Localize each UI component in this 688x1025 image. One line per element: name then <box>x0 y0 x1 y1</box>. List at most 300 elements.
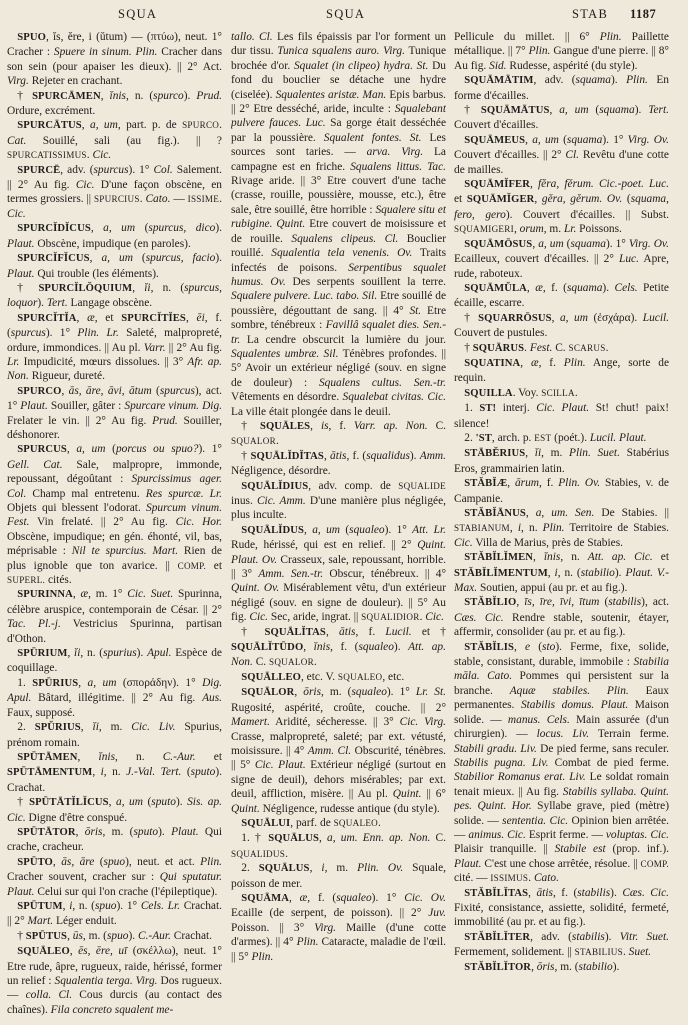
dictionary-entry <box>454 595 669 639</box>
definition-text: Tunique brochée d'or. <box>231 45 446 72</box>
latin-citation: æ <box>80 588 89 601</box>
latin-citation: Plaut. <box>171 825 199 838</box>
definition-text: interj. <box>496 402 537 415</box>
definition-text: , f. <box>328 419 354 432</box>
definition-text: Sec, aride, ingrat. || <box>268 611 362 624</box>
dictionary-entry <box>231 891 446 964</box>
latin-citation: Fila concreto squalent me- <box>50 1003 174 1016</box>
cross-reference: SCILLA <box>541 387 575 398</box>
definition-text: Crasseux, sale, repoussant, horrible. || 3° <box>231 553 446 581</box>
definition-text: , <box>303 641 314 654</box>
definition-text: , <box>90 222 104 235</box>
latin-citation: ĭnis <box>109 89 126 102</box>
definition-text: , <box>69 945 79 958</box>
latin-citation: fĕra, fĕrum. Cic.-poet. Luc. <box>537 178 669 191</box>
cross-reference: SQUAMIGERI <box>454 224 514 235</box>
dictionary-entry <box>7 899 222 929</box>
definition-text: Ecailleux, couvert d'écailles. || 2° <box>454 253 619 266</box>
headword: SPURCĬTĬA <box>17 312 77 324</box>
latin-citation: ātis <box>536 886 553 899</box>
latin-citation: ĭi <box>92 721 99 734</box>
definition-text: , <box>67 647 75 660</box>
cross-reference: ISSIMUS <box>490 873 529 884</box>
definition-text: ( <box>588 104 600 117</box>
definition-text: C. <box>427 419 446 432</box>
definition-text: Maille (d'une cotte d'armes). || 4° <box>231 921 446 949</box>
definition-text: ). 1° <box>602 133 628 146</box>
latin-citation: Lucil. <box>385 625 412 638</box>
latin-citation: ĭnis <box>543 551 561 564</box>
definition-text: , m. ( <box>102 825 134 838</box>
latin-citation: Att. Lr. <box>412 523 446 536</box>
dictionary-entry <box>231 449 446 479</box>
definition-text: , f. <box>538 356 564 369</box>
latin-citation: locus. Liv. <box>536 728 590 741</box>
definition-text: ( <box>94 855 104 868</box>
latin-citation: spuo <box>94 899 117 912</box>
dictionary-entry <box>7 89 222 119</box>
latin-citation: ōris <box>536 960 555 973</box>
latin-citation: stabilis <box>577 886 611 899</box>
dictionary-entry <box>454 446 669 476</box>
definition-text: , f. ( <box>346 449 367 462</box>
latin-citation: Nil te spurcius. Mart. <box>71 545 179 558</box>
dictionary-entry <box>7 825 222 855</box>
headword: SPURCO <box>17 385 62 397</box>
latin-citation: Cic. <box>249 611 269 624</box>
headword: SQUĀMĀTIM <box>464 75 534 87</box>
definition-text: , n. ( <box>150 281 185 294</box>
dictionary-entry <box>454 341 669 356</box>
dictionary-entry <box>454 311 669 341</box>
dictionary-entry <box>231 479 446 523</box>
latin-citation: Plaut. V.-Max. <box>454 566 669 595</box>
latin-citation: Amm. Cl. <box>307 744 352 757</box>
column-1 <box>7 30 222 1020</box>
cross-reference: SPURCO <box>182 120 220 131</box>
latin-citation: īs, īre, īvi, ītum <box>524 596 600 609</box>
definition-text: ). 1° <box>605 237 629 250</box>
latin-citation: Virg. Ov. <box>627 133 669 146</box>
definition-text: Syllabe grave, pied (mètre) solide. — <box>454 800 669 827</box>
definition-text: , f. ( <box>330 641 359 654</box>
headword: STĀBĔRIUS <box>464 448 526 460</box>
latin-citation: C.-Aur. <box>137 929 171 942</box>
definition-text: ( <box>558 133 567 146</box>
latin-citation: Cic. Hor. <box>175 516 222 529</box>
definition-text: ), act. 1° <box>7 384 222 413</box>
definition-text: . <box>313 656 317 669</box>
definition-text: ). Ferme, fixe, solide, stable, consistant, durable, immobile : <box>454 640 669 669</box>
definition-text: Faux, supposé. <box>7 706 76 719</box>
dictionary-entry <box>7 855 222 899</box>
cross-reference: SQUALIDIOR <box>361 612 420 623</box>
definition-text: ( <box>622 193 631 206</box>
latin-citation: sputo <box>190 766 216 779</box>
definition-text: ( <box>135 222 149 235</box>
headword: STĂBĬLĬTOR <box>464 961 532 973</box>
latin-citation: a, um <box>116 796 143 809</box>
definition-text: , <box>310 419 321 432</box>
headword: SPURCĬFĬCUS <box>17 253 90 265</box>
latin-citation: Cic. <box>92 149 112 162</box>
latin-citation: sputo <box>151 796 176 809</box>
latin-citation: Cic. Virg. <box>399 716 446 729</box>
headword: SPURCĒ <box>17 164 61 176</box>
latin-citation: spurcus <box>93 163 129 176</box>
latin-citation: squaleo <box>336 891 372 904</box>
definition-text: , <box>513 640 525 653</box>
headword: STĂBĬLIS <box>464 641 514 653</box>
definition-text: Les fils épaissis par l'or forment un dur tissu. <box>231 31 446 58</box>
definition-text: † <box>241 419 260 432</box>
latin-citation: ĭi <box>144 281 151 294</box>
definition-text: ( <box>142 796 152 809</box>
definition-text: , n. ( <box>126 89 154 102</box>
definition-text: . <box>219 119 222 132</box>
definition-text: , f. ( <box>307 891 337 904</box>
headword: SPURINNA <box>17 589 73 601</box>
headword: STĂBĬÆ <box>464 478 508 490</box>
definition-text: Bâtard, illégitime. || 2° Au fig. <box>31 692 203 705</box>
latin-citation: Tert. <box>648 104 669 117</box>
definition-text: Impudicité, mœurs dissolues. || 3° <box>19 355 188 368</box>
latin-citation: spurcus, loquor <box>7 281 222 310</box>
definition-text: , <box>61 384 69 397</box>
latin-citation: a, um <box>90 119 118 132</box>
definition-text: 2. <box>464 431 476 444</box>
latin-citation: squaleo <box>358 641 394 654</box>
headword: SQUĀLĬTAS <box>264 626 326 638</box>
latin-citation: Apul. <box>147 647 172 660</box>
column-3 <box>454 30 669 1020</box>
definition-text: ( <box>340 523 350 536</box>
definition-text: Digne d'être conspué. <box>25 811 128 824</box>
definition-text: Espèce de coquillage. <box>7 647 222 675</box>
latin-citation: Vitr. Suet. <box>619 930 669 943</box>
latin-citation: stabilis <box>571 930 605 943</box>
definition-text: Fermement, solidement. || <box>454 946 575 959</box>
dictionary-entry <box>7 720 222 750</box>
latin-citation: spurcus <box>10 327 46 340</box>
definition-text: , part. p. de <box>117 119 183 132</box>
definition-text: . <box>419 611 426 624</box>
latin-citation: Cic. Suet. <box>127 588 174 601</box>
latin-citation: a, um <box>538 237 564 250</box>
definition-text: Bouclier rouillé. <box>231 232 446 260</box>
latin-citation: Amm. <box>419 449 446 462</box>
latin-citation: tallo. Cl. <box>231 31 273 43</box>
definition-text: , <box>532 237 539 250</box>
dictionary-entry <box>7 163 222 222</box>
definition-text: Poissons. <box>576 223 622 236</box>
definition-text: , n. <box>103 766 127 779</box>
latin-citation: Cl. <box>565 149 580 162</box>
running-head-right: STAB <box>572 7 609 21</box>
latin-citation: a, um <box>312 523 341 536</box>
latin-citation: sententia. Cic. <box>502 814 569 827</box>
latin-citation: Squalent fontes. St. <box>323 131 422 144</box>
cross-reference: SQUALOR <box>231 436 276 447</box>
headword: SQUĀLUS <box>268 833 319 845</box>
definition-text: Vin frelaté. || 2° Au fig. <box>29 516 176 529</box>
definition-text: Aridité, sécheresse. || 3° <box>269 716 400 729</box>
dictionary-entry <box>231 523 446 625</box>
headword: 'ST <box>475 432 492 444</box>
definition-text: C. <box>252 656 269 669</box>
definition-text: Poisson. || 3° <box>231 921 315 934</box>
dictionary-entry <box>7 944 222 1017</box>
dictionary-entry <box>454 886 669 930</box>
definition-text: , <box>534 193 542 206</box>
definition-text: Opinion bien arrêtée. — <box>454 814 669 841</box>
definition-text: ). <box>602 281 615 294</box>
headword: SQUĀLLEO <box>241 671 301 683</box>
definition-text: , n. ( <box>72 899 95 912</box>
latin-citation: is <box>320 419 329 432</box>
definition-text: Obscurité, ténèbres. || 5° <box>231 744 446 772</box>
dictionary-entry <box>7 587 222 646</box>
definition-text: Misérablement vêtu, d'un extérieur négligé (souv. en signe de douleur). || 5° Au fig. <box>231 582 446 624</box>
latin-citation: Stabile est <box>554 843 606 856</box>
headword: SPŪRIUS <box>32 677 79 689</box>
definition-text: , <box>81 119 91 132</box>
definition-text: † <box>17 281 39 294</box>
definition-text: † <box>17 929 26 942</box>
definition-text: Cataracte, maladie de l'œil. || 5° <box>231 936 446 963</box>
latin-citation: a, um. Enn. ap. Non. <box>327 832 431 845</box>
definition-text: , m. ( <box>82 929 107 942</box>
definition-text: Rejeter en crachant. <box>28 75 123 88</box>
definition-text: , m. <box>543 223 564 236</box>
definition-text: , n. ( <box>80 647 104 660</box>
latin-citation: Qui sputatur. Plaut. <box>7 871 222 898</box>
latin-citation: Virg. <box>7 75 29 88</box>
dictionary-entry <box>454 177 669 237</box>
definition-text: . Voy. <box>512 386 542 399</box>
definition-text: , m. <box>98 721 132 734</box>
definition-text: ). <box>409 449 420 462</box>
latin-citation: Stabilia māla. Cato. <box>454 656 669 683</box>
definition-text: , <box>132 281 145 294</box>
definition-text: , etc. V. <box>300 670 338 683</box>
latin-citation: Virg. Ov. <box>628 237 669 250</box>
latin-citation: spurcus, facio <box>145 252 216 265</box>
headword: STĂBĬLĬTER <box>464 931 531 943</box>
latin-citation: Cat. <box>7 134 27 147</box>
definition-text: , <box>533 551 544 564</box>
latin-citation: Att. ap. Cic. <box>587 551 653 564</box>
latin-citation: Stabilior Romanus erat. Liv. <box>454 771 586 784</box>
definition-text: C. <box>552 341 569 354</box>
definition-text: ). 1° <box>371 891 405 904</box>
headword: SPURCĬTĬES <box>121 312 186 324</box>
latin-citation: Amm. Sen.-tr. <box>258 568 324 581</box>
latin-citation: stabilis <box>608 596 642 609</box>
latin-citation: orum <box>519 223 544 236</box>
definition-text: et † <box>411 625 446 638</box>
definition-text: , <box>525 447 535 460</box>
definition-text: , adv. comp. de <box>308 479 399 492</box>
definition-text: Rivage aride. || 3° Etre couvert d'une tache (crasse, rouille, poussière, mousse, etc.), être sale, être souillé, être horrible : <box>231 175 446 216</box>
definition-text: 2. <box>241 862 259 875</box>
latin-citation: squalidus <box>366 449 410 462</box>
cross-reference: ISSIME <box>187 194 220 205</box>
definition-text: Ordure, excrément. <box>7 105 96 118</box>
headword: SQUĀLUS <box>258 863 310 875</box>
definition-text: Les sources sont taries. — <box>231 131 446 159</box>
definition-text: ). <box>136 647 148 660</box>
latin-citation: Cels. <box>614 281 638 294</box>
latin-citation: æ <box>530 356 539 369</box>
headword: STĂBĬLĬMENTUM <box>454 567 548 579</box>
dictionary-entry <box>454 281 669 311</box>
latin-citation: ēi <box>196 311 205 324</box>
definition-text: En forme d'écailles. <box>454 74 669 102</box>
definition-text: Vestricius Spurinna, partisan d'Othon. <box>7 618 222 645</box>
definition-text: , <box>304 523 313 536</box>
latin-citation: sto <box>542 640 556 653</box>
latin-citation: Cato. <box>145 193 171 206</box>
latin-citation: Plin. <box>599 31 622 43</box>
definition-text: , <box>509 522 518 535</box>
definition-text: , <box>507 477 515 490</box>
latin-citation: Squalere situ et rubigine. Quint. <box>231 203 446 231</box>
latin-citation: squama, fero, gero <box>454 193 669 221</box>
definition-text: , f. ( <box>7 311 222 340</box>
latin-citation: Aquæ stabiles. Plin. <box>509 684 629 697</box>
definition-text: † <box>17 89 33 102</box>
dictionary-entry <box>454 386 669 401</box>
latin-citation: ĭi <box>74 647 81 660</box>
dictionary-entry <box>454 640 669 886</box>
definition-text: . <box>524 341 530 354</box>
definition-text: , <box>52 855 62 868</box>
definition-text: 1. † <box>241 832 269 845</box>
latin-citation: e <box>525 640 531 653</box>
latin-citation: Prud. <box>152 414 178 427</box>
definition-text: ). <box>610 74 627 87</box>
cross-reference: STABILIUS <box>574 947 623 958</box>
definition-text: . <box>275 435 279 448</box>
definition-text: Crachat. <box>170 929 213 942</box>
definition-text: Terrain ferme. <box>589 728 669 741</box>
definition-text: . <box>574 386 578 399</box>
definition-text: , <box>72 588 81 601</box>
latin-citation: Spurcare vinum. Dig. <box>124 400 222 413</box>
definition-text: , <box>75 825 85 838</box>
dictionary-entry <box>454 73 669 103</box>
headword: SPUO <box>17 32 46 43</box>
headword: SQUĀRUS <box>472 342 525 354</box>
definition-text: De pied ferme, sans reculer. <box>536 742 669 755</box>
definition-text: Rendre stable, soutenir, étayer, affermir, consolider (au pr. et au fig.). <box>454 611 669 639</box>
latin-citation: Juv. <box>428 907 446 920</box>
definition-text: † <box>464 104 481 117</box>
latin-citation: Cic. Ov. <box>404 891 446 904</box>
definition-text: , <box>62 899 70 912</box>
latin-citation: Squalens clipeus. Cl. <box>291 232 399 245</box>
latin-citation: æ <box>299 891 308 904</box>
definition-text: , <box>549 104 560 117</box>
definition-text: Langage obscène. <box>67 297 153 310</box>
latin-citation: Tac. Pl.-j. <box>7 618 61 631</box>
definition-text: . <box>139 193 146 206</box>
definition-text: , <box>89 252 102 265</box>
definition-text: Obscène, impudique; en gén. éhonté, vil, bas, méprisable : <box>7 530 222 558</box>
dictionary-entry <box>7 281 222 311</box>
definition-text: Couvert d'écailles. || 2° <box>454 149 566 162</box>
definition-text: (σποράδην). 1° <box>116 676 203 689</box>
dictionary-entry <box>231 30 446 419</box>
definition-text: Spurinna, célèbre aruspice, contemporain de César. || 2° <box>7 588 222 616</box>
definition-text: Stabies, v. de Campanie. <box>454 477 669 505</box>
definition-text: Pommes qui persistent sur la branche. <box>454 670 669 697</box>
dictionary-entry <box>454 431 669 446</box>
definition-text: Du fond du bouclier se détache une hydre (ciselée). <box>231 59 446 101</box>
definition-text: ( <box>105 443 116 456</box>
headword: SQUĀLĬTŪDO <box>231 642 304 654</box>
definition-text: ). <box>614 566 626 579</box>
definition-text: ). <box>604 930 620 943</box>
definition-text: et <box>206 559 222 572</box>
latin-citation: Plin. Ov. <box>357 862 404 875</box>
definition-text: , f. ( <box>552 886 578 899</box>
dictionary-entry <box>454 401 669 431</box>
latin-citation: Plin. <box>542 522 565 535</box>
latin-citation: J.-Val. Tert. <box>126 766 182 779</box>
headword: SPŪTĀTĬLĬCUS <box>29 797 109 809</box>
latin-citation: Serpentibus squalet humus. Ov. <box>231 261 446 288</box>
dictionary-entry <box>454 506 669 550</box>
definition-text: (σκέλλω), neut. 1° Etre rude, âpre, rugueux, raide, hérissé, former un relief : <box>7 945 222 987</box>
dictionary-entry <box>454 960 669 975</box>
definition-text: Vêtements en désordre. <box>231 391 343 404</box>
headword: SQUARRŌSUS <box>478 312 552 324</box>
definition-text: , adv. ( <box>60 163 94 176</box>
latin-citation: St. <box>409 304 422 317</box>
definition-text: , n. ( <box>557 566 581 579</box>
definition-text: , <box>77 750 99 763</box>
latin-citation: spurcus, dico <box>148 222 216 235</box>
latin-citation: Varr. <box>143 341 166 354</box>
dictionary-entry <box>7 30 222 89</box>
definition-text: ). <box>215 252 222 265</box>
definition-text: . <box>528 872 534 885</box>
definition-text: , <box>76 311 88 324</box>
latin-citation: Luc. <box>618 253 639 266</box>
definition-text: , arch. p. <box>491 431 535 444</box>
headword: SPURCĬDĬCUS <box>17 223 91 235</box>
latin-citation: a, um <box>101 252 133 265</box>
latin-citation: Afr. ap. Non. <box>7 355 222 383</box>
definition-text: , <box>520 356 531 369</box>
headword: SQUĀMŬLA <box>464 282 527 294</box>
latin-citation: ōris <box>303 686 322 699</box>
definition-text: Etre couvert de moisissure et de rouille. <box>231 218 446 245</box>
running-head-center: SQUA <box>326 7 366 21</box>
cross-reference: SPURCIUS <box>93 194 140 205</box>
latin-citation: Mamert. <box>231 716 270 729</box>
headword: STĂBĬLĬTAS <box>464 887 529 899</box>
definition-text: inus. <box>231 495 257 507</box>
latin-citation: Squalentes umbræ. Sil. <box>231 347 339 360</box>
dictionary-entry <box>231 419 446 449</box>
definition-text: Souillé, sali (au fig.). || ? <box>26 134 222 147</box>
latin-citation: ārum <box>514 477 540 490</box>
definition-text: , <box>526 281 536 294</box>
latin-citation: Spuere in sinum. Plin. <box>53 46 158 59</box>
